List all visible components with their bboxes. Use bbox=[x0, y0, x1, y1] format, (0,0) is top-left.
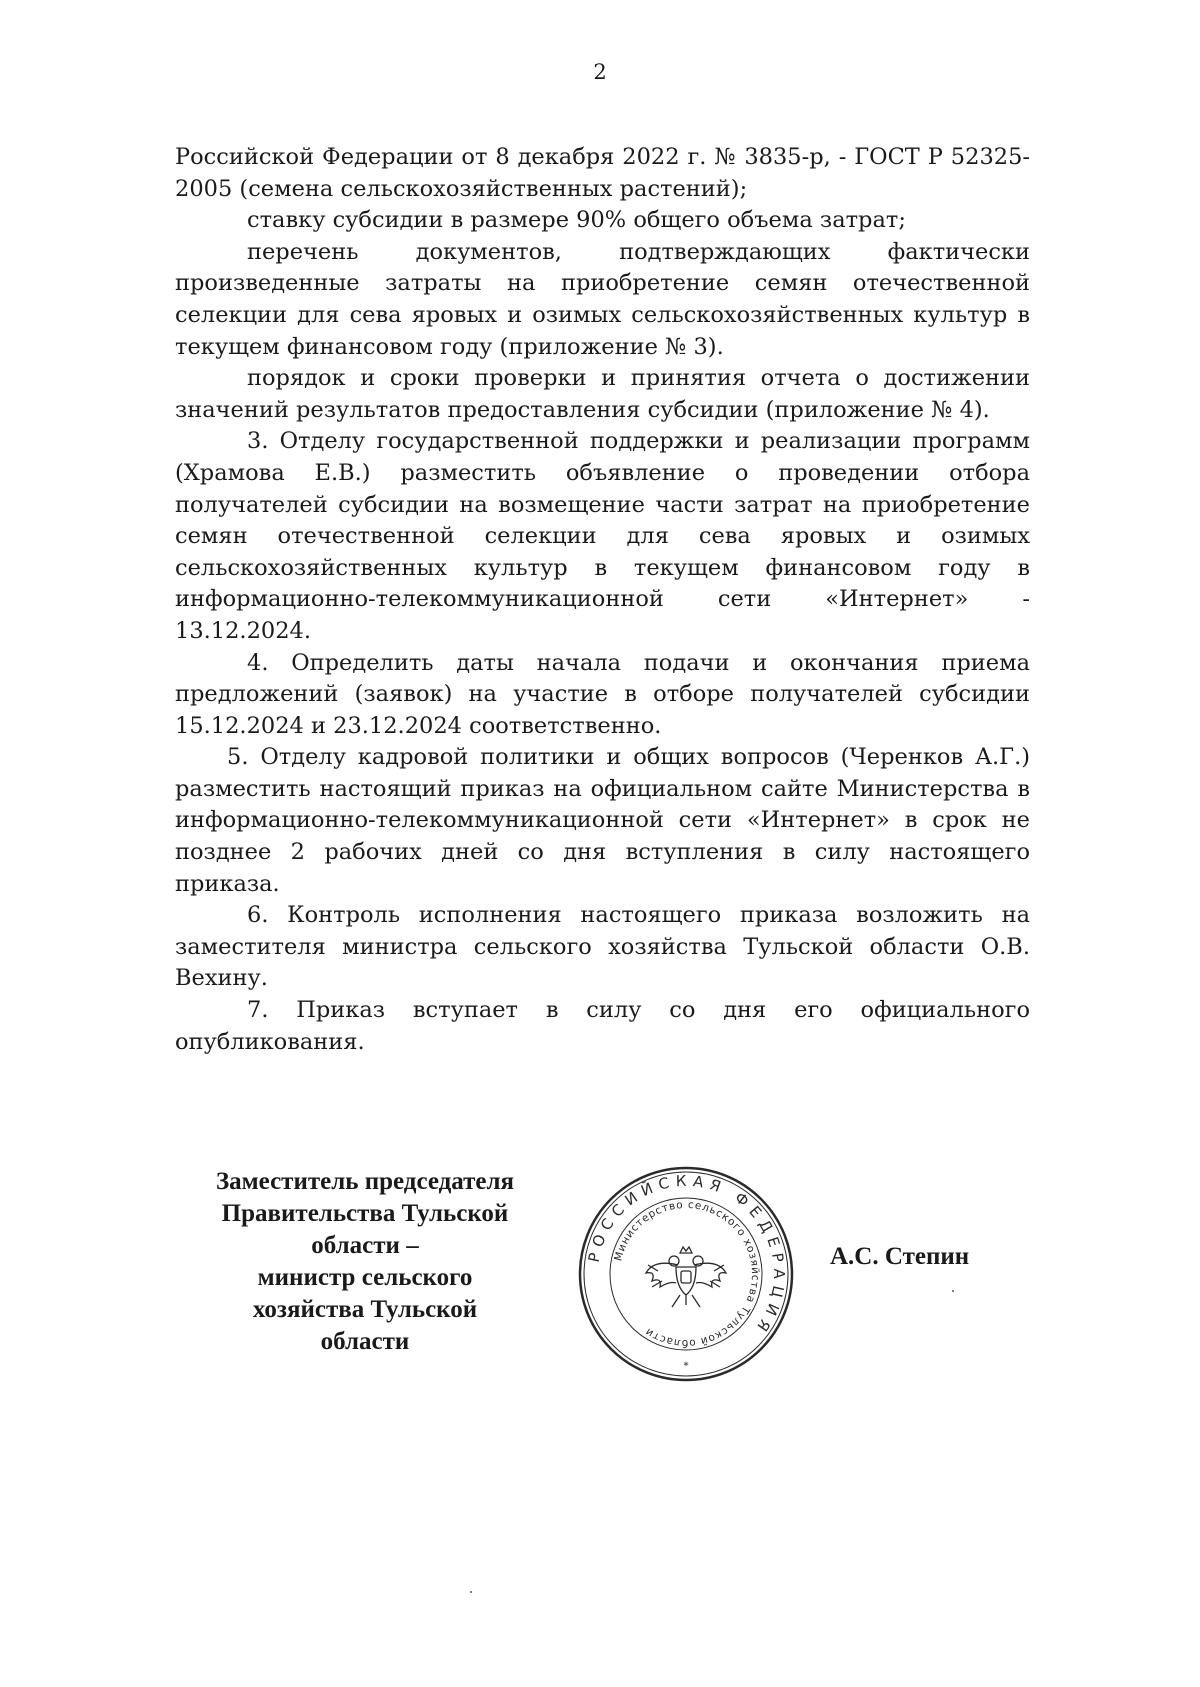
paragraph-item-5: 5. Отделу кадровой политики и общих вопросов (Черенков А.Г.) разместить настоящий приказ на официальном сайте Министерства в информационно-телекоммуникационной сети «Интернет» в срок не позднее 2 рабочих дней со дня вступления в силу настоящего приказа. bbox=[175, 744, 1030, 897]
signatory-position-line: Правительства Тульской bbox=[221, 1200, 509, 1227]
paragraph-item-4: 4. Определить даты начала подачи и окончания приема предложений (заявок) на участие в отборе получателей субсидии 15.12.2024 и 23.12.2024 соответственно. bbox=[175, 649, 1030, 739]
signatory-position-line: хозяйства Тульской bbox=[252, 1296, 478, 1323]
signatory-position-line: области bbox=[320, 1328, 410, 1355]
paragraph-item-3: 3. Отделу государственной поддержки и реализации программ (Храмова Е.В.) разместить объявление о проведении отбора получателей субсидии на возмещение части затрат на приобретение семян отечественной селекции для сева яровых и озимых сельскохозяйственных культур в текущем финансовом году в информационно-телекоммуникационной сети «Интернет» - 13.12.2024. bbox=[175, 428, 1030, 644]
page-number: 2 bbox=[593, 60, 607, 84]
signatory-position-line: области – bbox=[311, 1232, 419, 1259]
paragraph-report-procedure: порядок и сроки проверки и принятия отчета о достижении значений результатов предоставления субсидии (приложение № 4). bbox=[175, 365, 1030, 423]
document-body bbox=[175, 142, 1030, 1058]
signatory-name: А.С. Степин bbox=[830, 1243, 970, 1270]
stamp-outer-text: РОССИЙСКАЯ ФЕДЕРАЦИЯ bbox=[584, 1171, 789, 1340]
scan-speck bbox=[470, 1591, 472, 1593]
scan-speck bbox=[952, 1290, 954, 1292]
official-stamp bbox=[575, 1163, 797, 1385]
double-headed-eagle-icon bbox=[646, 1247, 726, 1307]
signatory-position-line: Заместитель председателя bbox=[215, 1168, 515, 1195]
paragraph-subsidy-rate: ставку субсидии в размере 90% общего объема затрат; bbox=[247, 207, 906, 234]
paragraph-item-7: 7. Приказ вступает в силу со дня его официального опубликования. bbox=[175, 997, 1030, 1055]
signatory-position bbox=[175, 1166, 555, 1358]
paragraph-documents-list: перечень документов, подтверждающих фактически произведенные затраты на приобретение семян отечественной селекции для сева яровых и озимых сельскохозяйственных культур в текущем финансовом году (приложение № 3). bbox=[175, 238, 1030, 360]
paragraph-continuation: Российской Федерации от 8 декабря 2022 г. № 3835-р, - ГОСТ Р 52325-2005 (семена сельскохозяйственных растений); bbox=[175, 144, 1030, 202]
stamp-inner-ring bbox=[610, 1198, 762, 1350]
stamp-inner-text: Министерство сельского хозяйства Тульской области bbox=[612, 1198, 762, 1350]
paragraph-item-6: 6. Контроль исполнения настоящего приказа возложить на заместителя министра сельского хозяйства Тульской области О.В. Вехину. bbox=[175, 902, 1030, 992]
signatory-position-line: министр сельского bbox=[257, 1264, 473, 1291]
stamp-star: * bbox=[683, 1361, 689, 1372]
